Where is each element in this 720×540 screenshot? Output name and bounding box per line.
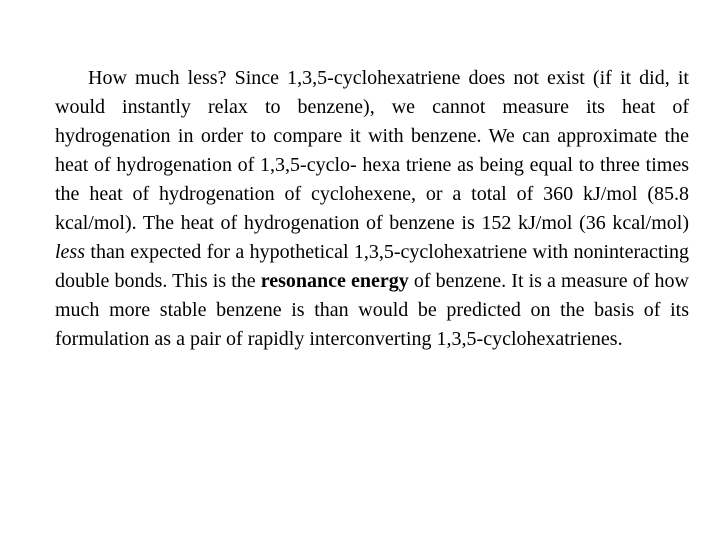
paragraph-text-part-2: than expected for a hypothetical 1,3,5-cyclohexatriene with noninteracting double bonds. This is the <box>55 241 689 292</box>
bold-term-resonance-energy: resonance energy <box>260 270 409 292</box>
paragraph-text-part-3: of benzene. It is a measure of how much more stable benzene is than would be predicted on the basis of its formulation as a pair of rapidly interconverting 1,3,5-cyclohexatrienes. <box>55 270 689 350</box>
emphasized-word-less: less <box>55 241 85 263</box>
paragraph-text-part-1: How much less? Since 1,3,5-cyclohexatriene does not exist (if it did, it would instantly relax to benzene), we cannot measure its heat of hydrogenation in order to compare it with benzene. We can approximate the heat of hydrogenation of 1,3,5-cyclo- hexa triene as being equal to three times the heat of hydrogenation of cyclohexene, or a total of 360 kJ/mol (85.8 kcal/mol). The heat of hydrogenation of benzene is 152 kJ/mol (36 kcal/mol) <box>55 67 689 234</box>
body-paragraph <box>55 64 689 354</box>
